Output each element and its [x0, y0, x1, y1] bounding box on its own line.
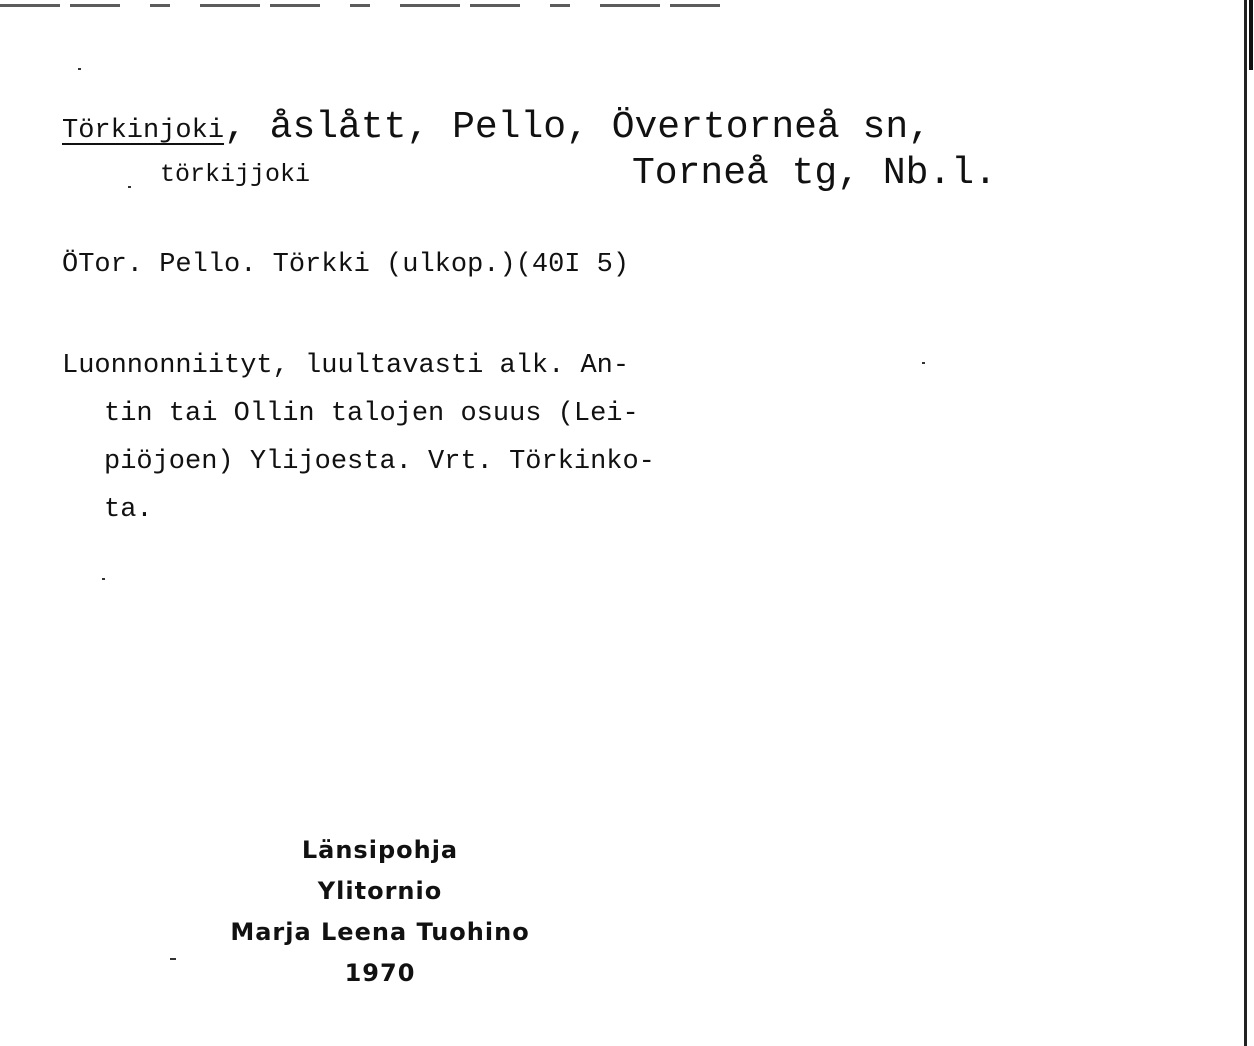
scan-top-edge — [0, 4, 740, 7]
reference-line: ÖTor. Pello. Törkki (ulkop.)(40I 5) — [62, 250, 630, 280]
headword: Törkinjoki — [62, 116, 225, 146]
scan-right-edge — [1244, 0, 1247, 1046]
scan-speck — [922, 362, 925, 364]
stamp-collector: Marja Leena Tuohino — [230, 918, 530, 946]
scan-speck — [102, 578, 105, 580]
stamp-year: 1970 — [344, 959, 416, 987]
heading-location: , åslått, Pello, Övertorneå sn, — [224, 106, 931, 149]
card-body — [62, 342, 782, 534]
collector-stamp — [200, 830, 560, 994]
scan-speck — [170, 958, 176, 960]
stamp-municipality: Ylitornio — [317, 877, 443, 905]
card-heading — [62, 106, 931, 149]
scan-speck — [78, 68, 81, 70]
scan-right-edge-mark — [1249, 0, 1253, 70]
body-line: piöjoen) Ylijoesta. Vrt. Törkinko- — [104, 447, 655, 477]
body-line: Luonnonniityt, luultavasti alk. An- — [62, 351, 630, 381]
admin-line: Torneå tg, Nb.l. — [632, 152, 997, 195]
pronunciation: törkijjoki — [160, 160, 311, 189]
stamp-region: Länsipohja — [301, 836, 459, 864]
scan-speck — [128, 186, 131, 188]
body-line: ta. — [104, 495, 153, 525]
body-line: tin tai Ollin talojen osuus (Lei- — [104, 399, 639, 429]
